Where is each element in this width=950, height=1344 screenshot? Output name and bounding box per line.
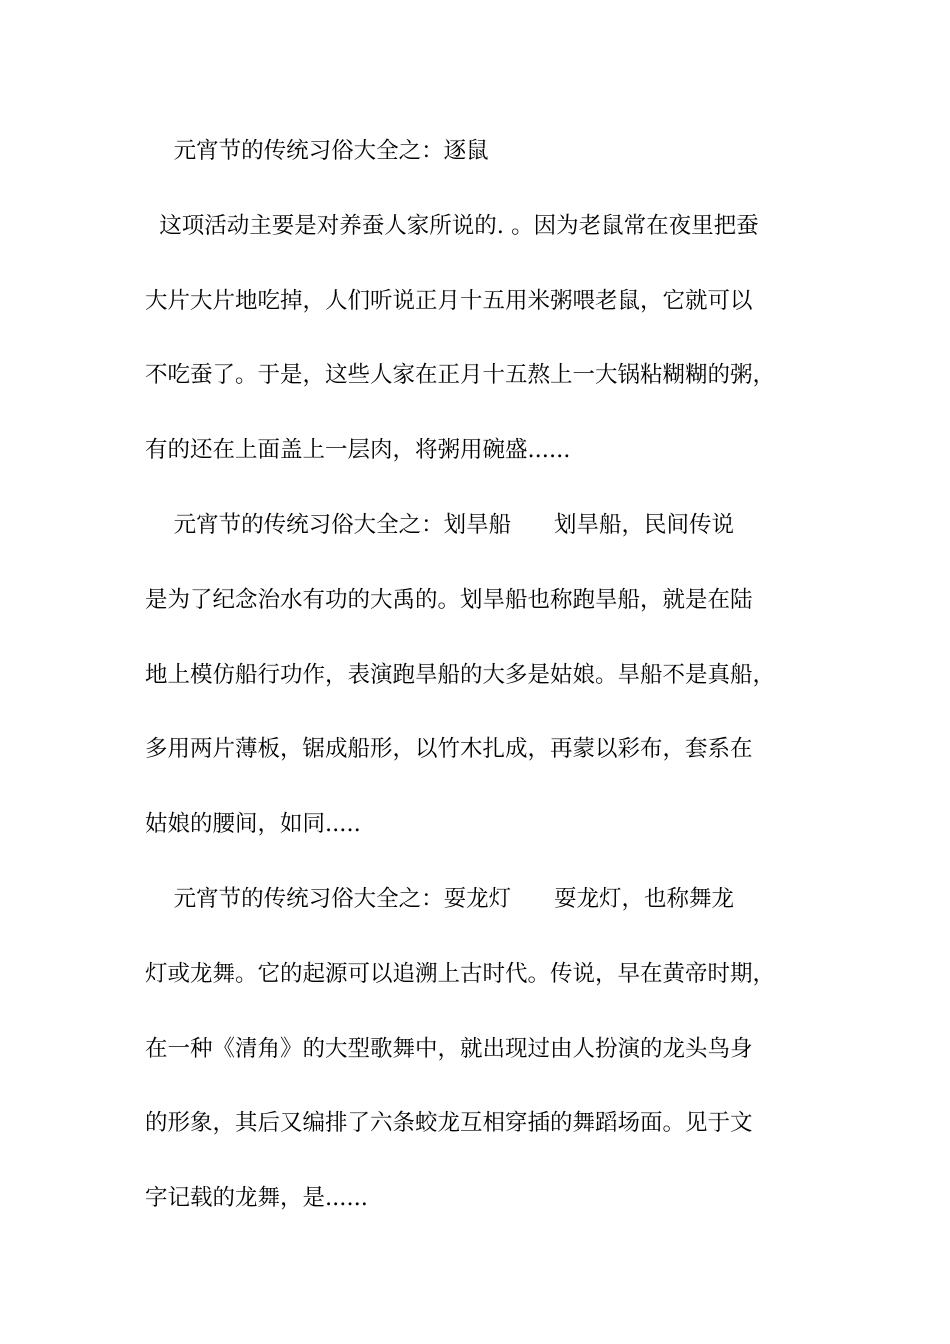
paragraph-line: 不吃蚕了。于是，这些人家在正月十五熬上一大锅粘糊糊的粥， (145, 362, 776, 388)
paragraph-line: 在一种《清角》的大型歌舞中，就出现过由人扮演的龙头鸟身 (145, 1036, 753, 1062)
heading-hua-han-chuan: 元宵节的传统习俗大全之：划旱船 划旱船，民间传说 (145, 512, 735, 538)
paragraph-line: 有的还在上面盖上一层肉，将粥用碗盛...... (145, 437, 571, 463)
paragraph-line: 这项活动主要是对养蚕人家所说的. 。因为老鼠常在夜里把蚕 (145, 213, 759, 239)
heading-shua-long-deng: 元宵节的传统习俗大全之：耍龙灯 耍龙灯，也称舞龙 (145, 886, 735, 912)
paragraph-line: 是为了纪念治水有功的大禹的。划旱船也称跑旱船，就是在陆 (145, 587, 753, 613)
paragraph-line: 灯或龙舞。它的起源可以追溯上古时代。传说，早在黄帝时期， (145, 961, 776, 987)
paragraph-line: 的形象，其后又编排了六条蛟龙互相穿插的舞蹈场面。见于文 (145, 1110, 753, 1136)
paragraph-line: 姑娘的腰间，如同..... (145, 811, 361, 837)
paragraph-line: 地上模仿船行功作，表演跑旱船的大多是姑娘。旱船不是真船， (145, 662, 776, 688)
paragraph-line: 大片大片地吃掉，人们听说正月十五用米粥喂老鼠，它就可以 (145, 288, 753, 314)
heading-zhu-shu: 元宵节的传统习俗大全之：逐鼠 (145, 138, 489, 164)
paragraph-line: 多用两片薄板，锯成船形，以竹木扎成，再蒙以彩布，套系在 (145, 736, 753, 762)
paragraph-line: 字记载的龙舞，是...... (145, 1185, 368, 1211)
